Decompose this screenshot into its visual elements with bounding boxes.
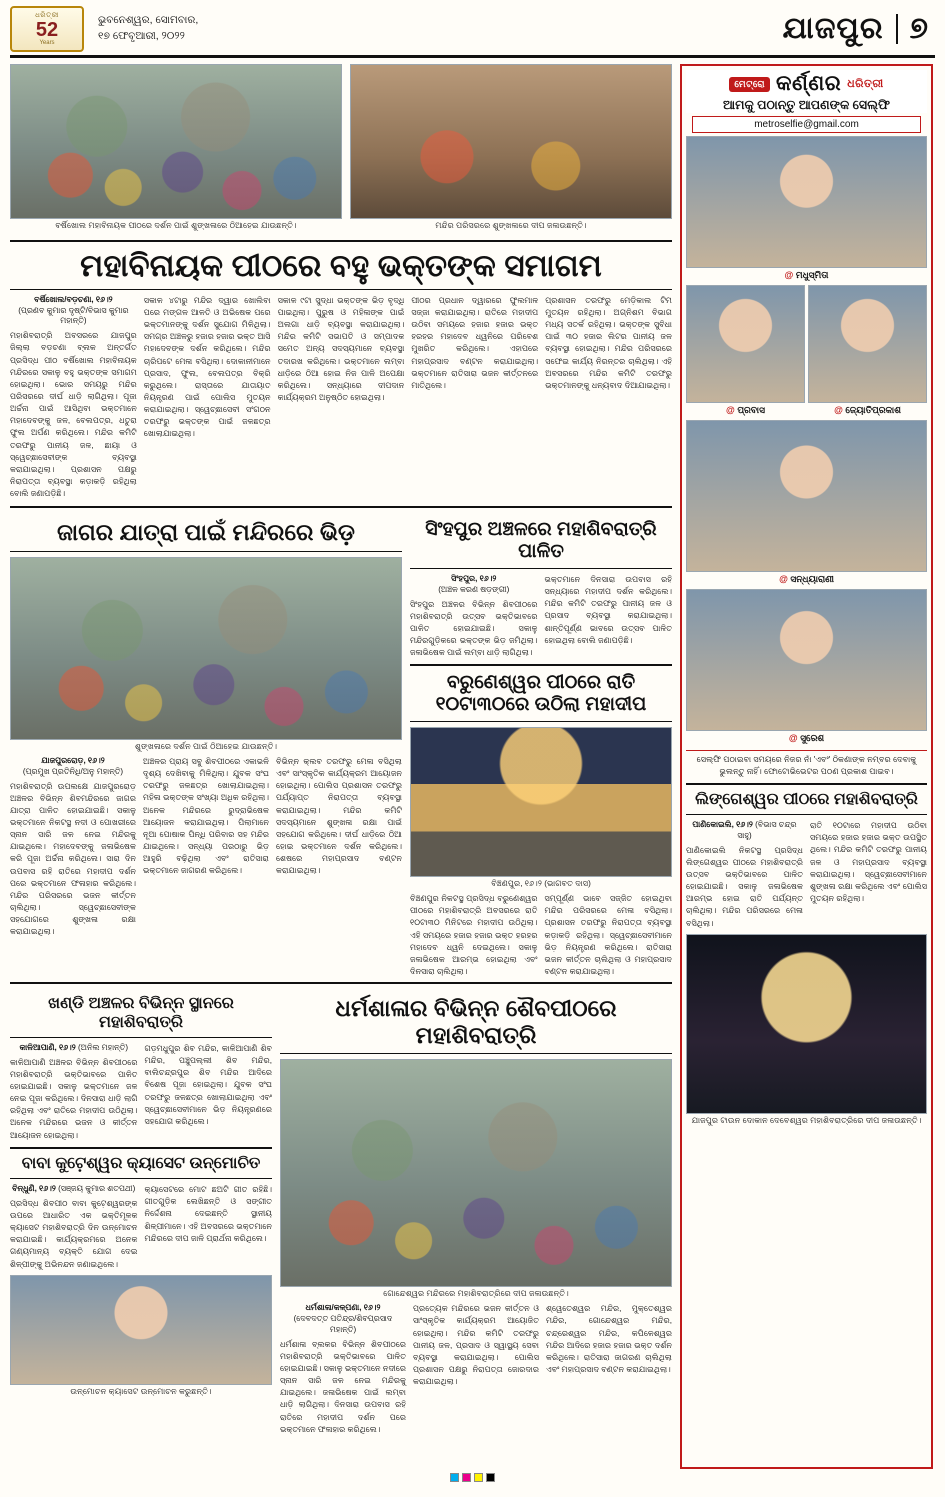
lead-body-3: ସକାଳ ୯ଟା ସୁଦ୍ଧା ଭକ୍ତଙ୍କ ଭିଡ଼ ବୃଦ୍ଧି ପାଇଥିଲା। ପୁରୁଷ ଓ ମହିଳାଙ୍କ ପାଇଁ ଅଲଗା ଧାଡ଼ି ବ୍ୟବସ୍ଥା କରାଯାଇଥିଲା। ମନ୍ଦିର କମିଟି ସଭାପତି ଓ ସମ୍ପାଦକ ସମେତ ଅନ୍ୟ ସଦସ୍ୟମାନେ ବ୍ୟବସ୍ଥା ତଦାରଖ କରିଥିଲେ। ଭକ୍ତମାନେ ଲମ୍ବା ଧାଡ଼ିରେ ଠିଆ ହୋଇ ନିଜ ପାଳି ଅପେକ୍ଷା କରିଥିଲେ। ସନ୍ଧ୍ୟାରେ ଦୀପଦାନ କାର୍ଯ୍ୟକ୍ରମ ଅନୁଷ୍ଠିତ ହୋଇଥିଲା। xyxy=(277,295,405,403)
baba-column-1 xyxy=(10,1184,138,1271)
jagar-byline xyxy=(10,756,136,778)
dharmasala-byline xyxy=(280,1303,406,1335)
barunesh-headline: ବରୁଣେଶ୍ୱର ପୀଠରେ ରାତି ୧୦ଟା୩୦ରେ ଉଠିଲା ମହାଦୀପ xyxy=(435,672,647,716)
ad-brand-suffix: ଧରିତ୍ରୀ xyxy=(847,77,884,90)
lead-byline xyxy=(10,295,137,327)
photo-barunesh-temple-caption: ବିଞ୍ଚଣପୁର, ୧୬।୨ (ଭାଗବତ ଦାସ) xyxy=(491,878,591,888)
logo-anniversary-number: 52 xyxy=(35,18,59,41)
dateline-line-1: ଭୁବନେଶ୍ୱର, ସୋମବାର, xyxy=(98,14,199,27)
selfie-sandhyarani-caption xyxy=(686,572,927,589)
main-content xyxy=(10,64,672,1469)
logo-years-label: Years xyxy=(39,39,55,46)
khandi-column-1 xyxy=(10,1043,138,1142)
jagar-body-2: ଅଞ୍ଚଳର ପ୍ରାୟ ସବୁ ଶିବପୀଠରେ ଏକାଭଳି ଦୃଶ୍ୟ ଦେଖିବାକୁ ମିଳିଥିଲା। ଯୁବକ ସଂଘ ତରଫରୁ ଜଳଛତ୍ର ଖୋଲାଯାଇଥିଲା। ମହିଳା ଭକ୍ତଙ୍କ ସଂଖ୍ୟା ଅଧିକ ରହିଥିଲା। ଅନେକ ମନ୍ଦିରରେ ରୁଦ୍ରାଭିଷେକ ଆୟୋଜନ କରାଯାଇଥିଲା। ପିଲାମାନେ ନୂଆ ପୋଷାକ ପିନ୍ଧି ପରିବାର ସହ ମନ୍ଦିର ଯାଇଥିଲେ। ସନ୍ଧ୍ୟା ପରଠାରୁ ଭିଡ଼ ଆହୁରି ବଢ଼ିଥିଲା ଏବଂ ରାତିସାରା ଭକ୍ତମାନେ ଜାଗରଣ କରିଥିଲେ। xyxy=(143,756,269,876)
selfie-prabas xyxy=(686,285,805,403)
ad-email[interactable]: metroselfie@gmail.com xyxy=(692,116,921,133)
selfie-sandhyarani-name: ସନ୍ଧ୍ୟାରାଣୀ xyxy=(790,574,834,584)
at-symbol-icon: @ xyxy=(784,270,794,280)
at-symbol-icon: @ xyxy=(788,733,798,743)
singhpur-column-2 xyxy=(545,574,673,659)
barunesh-columns xyxy=(410,893,672,978)
khandi-columns xyxy=(10,1043,272,1142)
selfie-group-top xyxy=(686,136,927,268)
lead-headline: ମହାବିନାୟକ ପୀଠରେ ବହୁ ଭକ୍ତଙ୍କ ସମାଗମ xyxy=(80,248,602,284)
registration-black xyxy=(486,1473,495,1482)
dharmasala-body-2: ପ୍ରତ୍ୟେକ ମନ୍ଦିରରେ ଭଜନ କୀର୍ତ୍ତନ ଓ ସାଂସ୍କୃତିକ କାର୍ଯ୍ୟକ୍ରମ ଆୟୋଜିତ ହୋଇଥିଲା। ମନ୍ଦିର କମିଟି ତରଫରୁ ପାନୀୟ ଜଳ, ପ୍ରସାଦ ଓ ସ୍ୱାସ୍ଥ୍ୟ ସେବା ବ୍ୟବସ୍ଥା କରାଯାଇଥିଲା। ପୋଲିସ ପ୍ରଶାସନ ପକ୍ଷରୁ ନିରାପତ୍ତା ଜୋରଦାର କରାଯାଇଥିଲା। xyxy=(413,1304,539,1387)
singhpur-byline-sub: (ଅଞ୍ଚଳ କରଣ ଷଡ଼ଙ୍ଗୀ) xyxy=(438,584,510,594)
lingeshwar-byline-sub: (ବିଭାସ ଚନ୍ଦ୍ର ସାହୁ) xyxy=(737,820,797,840)
khandi-body-2: ଗଡ଼ମଧୁପୁର ଶିବ ମନ୍ଦିର, କାଳିଆପାଣି ଶିବ ମନ୍ଦିର, ପଞ୍ଚୁପଲ୍ଲୀ ଶିବ ମନ୍ଦିର, ବାଲିଚନ୍ଦ୍ରପୁର ଶିବ ମନ୍ଦିର ଆଦିରେ ବିଶେଷ ପୂଜା ହୋଇଥିଲା। ଯୁବକ ସଂଘ ତରଫରୁ ଜଳଛତ୍ର ଖୋଲାଯାଇଥିଲା ଏବଂ ସ୍ୱେଚ୍ଛାସେବୀମାନେ ଭିଡ଼ ନିୟନ୍ତ୍ରଣରେ ସହଯୋଗ କରିଥିଲେ। xyxy=(144,1043,272,1126)
selfie-group-top-caption xyxy=(686,268,927,285)
dharmasala-headline: ଧର୍ମଶାଳାର ବିଭିନ୍ନ ଶୈବପୀଠରେ ମହାଶିବରାତ୍ରି xyxy=(335,995,617,1048)
lingeshwar-columns xyxy=(686,820,927,930)
dharmasala-body-1: ଧର୍ମଶାଳା ବ୍ଲକର ବିଭିନ୍ନ ଶିବପୀଠରେ ମହାଶିବରାତ୍ରି ଭକ୍ତିଭାବରେ ପାଳିତ ହୋଇଯାଇଛି। ସକାଳୁ ଭକ୍ତମାନେ ନଦୀରେ ସ୍ନାନ ସାରି ଜଳ ନେଇ ମନ୍ଦିରକୁ ଯାଇଥିଲେ। ଜଳାଭିଷେକ ପାଇଁ ଲମ୍ବା ଧାଡ଼ି ଲାଗିଥିଲା। ଦିନସାରା ଉପବାସ ରହି ରାତିରେ ମହାଦୀପ ଦର୍ଶନ ପରେ ଭକ୍ତମାନେ ଫଳାହାର କରିଥିଲେ। xyxy=(280,1339,406,1434)
lead-body-4: ପୀଠର ପ୍ରଧାନ ଦ୍ୱାରରେ ଫୁଲମାଳ ସଜ୍ଜା କରାଯାଇଥିଲା। ରାତିରେ ମହାଦୀପ ଉଠିବା ସମୟରେ ହଜାର ହଜାର ଭକ୍ତ ହରହର ମହାଦେବ ଧ୍ୱନିରେ ପରିବେଶ ମୁଖରିତ କରିଥିଲେ। ଏହାପରେ ମହାପ୍ରସାଦ ବଣ୍ଟନ କରାଯାଇଥିଲା। ଭକ୍ତମାନେ ରାତିସାରା ଭଜନ କୀର୍ତ୍ତନରେ ମାତିଥିଲେ। xyxy=(411,295,539,390)
photo-dharmasala-ghat-caption: ଗୋନ୍ଦେଶ୍ୱର ମନ୍ଦିରରେ ମହାଶିବରାତ୍ରିରେ ଦୀପ ଜଳାଉଛନ୍ତି। xyxy=(383,1289,569,1299)
jagar-headline: ଜାଗର ଯାତ୍ରା ପାଇଁ ମନ୍ଦିରରେ ଭିଡ଼ xyxy=(57,519,355,546)
khandi-body-1: କାଳିଆପାଣି ଅଞ୍ଚଳର ବିଭିନ୍ନ ଶିବପୀଠରେ ମହାଶିବରାତ୍ରି ଭକ୍ତିଭାବରେ ପାଳିତ ହୋଇଯାଇଛି। ସକାଳୁ ଭକ୍ତମାନେ ଜଳ ନେଇ ପୂଜା କରିଥିଲେ। ଦିନସାରା ଧାଡ଼ି ଲାଗି ରହିଥିଲା ଏବଂ ରାତିରେ ମହାଦୀପ ଉଠିଥିଲା। ଅନେକ ମନ୍ଦିରରେ ଭଜନ ଓ କୀର୍ତ୍ତନ ଆୟୋଜନ ହୋଇଥିଲା। xyxy=(10,1057,138,1140)
lead-byline-sub: (ପ୍ରଣବ କୁମାର ଦୃଷ୍ଟି/ବିଭାସ କୁମାର ମହାନ୍ତି) xyxy=(18,305,129,326)
baba-body-2: କ୍ୟାସେଟରେ ମୋଟ ଛଅଟି ଗୀତ ରହିଛି। ଗୀତଗୁଡ଼ିକ ଲେଖିଛନ୍ତି ଓ ସଙ୍ଗୀତ ନିର୍ଦ୍ଦେଶନା ଦେଇଛନ୍ତି ସ୍ଥାନୀୟ ଶିଳ୍ପୀମାନେ। ଏହି ଅବସରରେ ଭକ୍ତମାନେ ମନ୍ଦିରରେ ଦୀପ ଜାଳି ପ୍ରାର୍ଥନା କରିଥିଲେ। xyxy=(144,1185,272,1243)
top-photo-2-wrap xyxy=(350,64,672,235)
bottom-left-stack xyxy=(10,989,272,1436)
lead-column-2 xyxy=(144,295,271,500)
selfie-prabas-name: ପ୍ରବାସ xyxy=(737,405,765,415)
publication-logo xyxy=(10,6,84,52)
lingeshwar-byline-place: ପାଣିକୋଇଲି, ୧୬।୨ xyxy=(692,820,753,830)
baba-byline-sub: (ସଞ୍ଜୟ କୁମାର ଶତପଥୀ) xyxy=(58,1184,136,1194)
lead-column-1 xyxy=(10,295,137,500)
dharmasala-story xyxy=(280,989,672,1436)
dharmasala-column-3 xyxy=(546,1303,672,1436)
lead-body-1: ମହାଶିବରାତ୍ରି ଅବସରରେ ଯାଜପୁର ଜିଲ୍ଲା ବଡ଼ଚଣା ବ୍ଲକ ଅନ୍ତର୍ଗତ ପ୍ରସିଦ୍ଧ ପୀଠ ବର୍ଷିଖୋଲ ମହାବିନାୟକ ମନ୍ଦିରରେ ସକାଳୁ ବହୁ ଭକ୍ତଙ୍କ ସମାଗମ ହୋଇଥିଲା। ଭୋର ସମୟରୁ ମନ୍ଦିର ପରିସରରେ ଦୀର୍ଘ ଧାଡ଼ି ଲାଗିଥିଲା। ପୂଜା ଅର୍ଚ୍ଚନା ପାଇଁ ଆସିଥିବା ଭକ୍ତମାନେ ମହାଦେବଙ୍କୁ ଜଳ, ବେଲପତ୍ର, ଧତୁରା ଫୁଲ ଅର୍ପଣ କରିଥିଲେ। ମନ୍ଦିର କମିଟି ତରଫରୁ ପାନୀୟ ଜଳ, ଛାୟା ଓ ସ୍ୱେଚ୍ଛାସେବୀଙ୍କ ବ୍ୟବସ୍ଥା କରାଯାଇଥିଲା। ପ୍ରଶାସନ ପକ୍ଷରୁ ନିରାପତ୍ତା ବ୍ୟବସ୍ଥା କଡ଼ାକଡ଼ି ରହିଥିଲା ବୋଲି ଜଣାପଡ଼ିଛି। xyxy=(10,331,137,499)
dharmasala-byline-place: ଧର୍ମଶାଳା/କଳ୍ପଣା, ୧୬।୨ xyxy=(305,1303,381,1313)
singhpur-byline-place: ସିଂହପୁର, ୧୬।୨ xyxy=(451,573,497,583)
lead-body-2: ସକାଳ ୪ଟାରୁ ମନ୍ଦିର ଦ୍ୱାର ଖୋଲିବା ପରେ ମଙ୍ଗଳ ଆଳତି ଓ ଅଭିଷେକ ପରେ ଭକ୍ତମାନଙ୍କୁ ଦର୍ଶନ ସୁଯୋଗ ମିଳିଥିଲା। ସମଗ୍ର ଅଞ୍ଚଳରୁ ହଜାର ହଜାର ଭକ୍ତ ଆସି ମହାଦେବଙ୍କ ଦର୍ଶନ କରିଥିଲେ। ମନ୍ଦିର ଚାରିପଟେ ମେଳା ବସିଥିଲା। ଦୋକାନୀମାନେ ପ୍ରସାଦ, ଫୁଲ, ବେଲପତ୍ର ବିକ୍ରି କରୁଥିଲେ। ରାସ୍ତାରେ ଯାତାୟାତ ନିୟନ୍ତ୍ରଣ ପାଇଁ ପୋଲିସ ମୁତୟନ କରାଯାଇଥିଲା। ସ୍ୱେଚ୍ଛାସେବୀ ସଂଗଠନ ତରଫରୁ ଭକ୍ତଙ୍କ ପାଇଁ ଜଳଛତ୍ର ଖୋଲାଯାଇଥିଲା। xyxy=(143,295,271,439)
baba-body-1: ପ୍ରସିଦ୍ଧ ଶିବପୀଠ ବାବା କୁଟ଼େଶ୍ୱରଙ୍କ ଉପରେ ଆଧାରିତ ଏକ ଭକ୍ତିମୂଳକ କ୍ୟାସେଟ ମହାଶିବରାତ୍ରି ଦିନ ଉନ୍ମୋଚନ କରାଯାଇଛି। କାର୍ଯ୍ୟକ୍ରମରେ ଅନେକ ଗଣ୍ୟମାନ୍ୟ ବ୍ୟକ୍ତି ଯୋଗ ଦେଇ ଶିଳ୍ପୀଙ୍କୁ ଅଭିନନ୍ଦନ ଜଣାଇଥିଲେ। xyxy=(10,1198,138,1269)
barunesh-column-2 xyxy=(545,893,673,978)
section-name: ଯାଜପୁର xyxy=(782,11,884,45)
barunesh-body-1: ବିଞ୍ଚଣପୁର ନିକଟସ୍ଥ ପ୍ରସିଦ୍ଧ ବରୁଣେଶ୍ୱର ପୀଠରେ ମହାଶିବରାତ୍ରି ଅବସରରେ ରାତି ୧୦ଟା୩୦ ମିନିଟରେ ମହାଦୀପ ଉଠିଥିଲା। ଏହି ସମୟରେ ହଜାର ହଜାର ଭକ୍ତ ହରହର ମହାଦେବ ଧ୍ୱନି ଦେଇଥିଲେ। ସକାଳୁ ଜଳାଭିଷେକ ଆରମ୍ଭ ହୋଇଥିଲା ଏବଂ ଦିନସାରା ଚାଲିଥିଲା। xyxy=(410,894,538,977)
photo-mahabinayak-queue-caption: ବର୍ଷିଖୋଲ ମହାବିନାୟକ ପୀଠରେ ଦର୍ଶନ ପାଇଁ ଶୁଙ୍ଖଳାରେ ଠିଆହେଇ ଯାଉଛନ୍ତି। xyxy=(55,221,297,230)
photo-jagar-queue-caption: ଶୁଙ୍ଖଳାରେ ଦର୍ଶନ ପାଇଁ ଠିଆହେଇ ଯାଉଛନ୍ତି। xyxy=(134,741,278,751)
singhpur-headline: ସିଂହପୁର ଅଞ୍ଚଳରେ ମହାଶିବରାତ୍ରି ପାଳିତ xyxy=(425,519,657,563)
singhpur-byline xyxy=(410,574,538,596)
baba-column-2 xyxy=(145,1184,273,1271)
jagar-body-3: ବିଭିନ୍ନ କ୍ଲବ ତରଫରୁ ମେଳା ବସିଥିଲା ଏବଂ ସାଂସ୍କୃତିକ କାର୍ଯ୍ୟକ୍ରମ ଆୟୋଜନ ହୋଇଥିଲା। ପୋଲିସ ପ୍ରଶାସନ ତରଫରୁ ପର୍ଯ୍ୟାପ୍ତ ନିରାପତ୍ତା ବ୍ୟବସ୍ଥା କରାଯାଇଥିଲା। ମନ୍ଦିର କମିଟି ସଦସ୍ୟମାନେ ଶୁଙ୍ଖଳା ରକ୍ଷା ପାଇଁ ସହଯୋଗ କରିଥିଲେ। ଦୀର୍ଘ ଧାଡ଼ିରେ ଠିଆ ହୋଇ ଭକ୍ତମାନେ ଦର୍ଶନ କରିଥିଲେ। ଶେଷରେ ମହାପ୍ରସାଦ ବଣ୍ଟନ କରାଯାଇଥିଲା। xyxy=(276,756,402,876)
photo-dharmasala-ghat xyxy=(280,1059,672,1287)
lingeshwar-byline xyxy=(686,820,803,842)
barunesh-column-1 xyxy=(410,893,538,978)
photo-lingeshwar-night xyxy=(686,934,927,1114)
selfie-jyotiprakash-name: ଜ୍ୟୋତିପ୍ରକାଶ xyxy=(845,405,901,415)
jagar-column-1 xyxy=(10,756,136,938)
baba-headline: ବାବା କୁଟ଼େଶ୍ୱର କ୍ୟାସେଟ ଉନ୍ମୋଚିତ xyxy=(21,1154,261,1172)
color-registration-marks xyxy=(10,1473,935,1482)
dharmasala-byline-sub: (ଦେବଦତ୍ତ ପତିନ୍ଦ୍ର/ଶିବପ୍ରସାଦ ମହାନ୍ତି) xyxy=(293,1314,393,1334)
khandi-byline-sub: (ଅନିଲ ମହାନ୍ତି) xyxy=(78,1042,129,1052)
ad-note: ସେଲ୍‌ଫି ପଠାଇବା ସମୟରେ ନିଜର ନାଁ 'ଏବଂ' ଠିକଣାଙ୍କ ନମ୍ବର ଦେବାକୁ ଭୁଲନ୍ତୁ ନାହିଁ। ଫୋଟୋଭିଭେଟର ପଠଣ ପ୍ରକାଶ ପାଇବ। xyxy=(686,750,927,778)
registration-yellow xyxy=(474,1473,483,1482)
photo-jagar-queue xyxy=(10,557,402,740)
khandi-byline-place: କାଳିଆପାଣି, ୧୬।୨ xyxy=(19,1042,76,1052)
registration-cyan xyxy=(450,1473,459,1482)
top-photo-row xyxy=(10,64,672,235)
baba-byline-place: ବିନ୍ଧୁଣି, ୧୬।୨ xyxy=(12,1184,56,1194)
photo-barunesh-temple xyxy=(410,727,672,877)
photo-cassette-release-caption: ଉନ୍ମୋଚନ କ୍ୟାସେଟ ଉନ୍ମୋଚନ କରୁଛନ୍ତି। xyxy=(70,1386,212,1396)
khandi-headline: ଖଣ୍ଡି ଅଞ୍ଚଳର ବିଭିନ୍ନ ସ୍ଥାନରେ ମହାଶିବରାତ୍ରି xyxy=(48,995,234,1031)
dharmasala-columns xyxy=(280,1303,672,1436)
lead-body-5: ପ୍ରଶାସନ ତରଫରୁ ମେଡ଼ିକାଲ ଟିମ ମୁତୟନ ରହିଥିଲା। ଅଗ୍ନିଶମ ବିଭାଗ ମଧ୍ୟ ସତର୍କ ରହିଥିଲା। ଭକ୍ତଙ୍କ ସୁବିଧା ପାଇଁ ୩୦ ହଜାର ଲିଟର ପାନୀୟ ଜଳ ବ୍ୟବସ୍ଥା ହୋଇଥିଲା। ମନ୍ଦିର ପରିସରରେ ସଫେଇ କାର୍ଯ୍ୟ ନିରନ୍ତର ଚାଲିଥିଲା। ଏହି ଅବସରରେ ମନ୍ଦିର କମିଟି ତରଫରୁ ଭକ୍ତମାନଙ୍କୁ ଧନ୍ୟବାଦ ଦିଆଯାଇଥିଲା। xyxy=(545,295,672,390)
lead-column-5 xyxy=(545,295,672,500)
ad-tagline: ଆମକୁ ପଠାନ୍ତୁ ଆପଣଙ୍କ ସେଲ୍‌ଫି xyxy=(723,98,890,112)
masthead xyxy=(10,6,935,58)
singhpur-body-1: ସିଂହପୁର ଅଞ୍ଚଳର ବିଭିନ୍ନ ଶିବପୀଠରେ ମହାଶିବରାତ୍ରି ଉତ୍ସବ ଭକ୍ତିଭାବରେ ପାଳିତ ହୋଇଯାଇଛି। ସକାଳୁ ମନ୍ଦିରଗୁଡ଼ିକରେ ଭକ୍ତଙ୍କ ଭିଡ଼ ଜମିଥିଲା। ଜଳାଭିଷେକ ପାଇଁ ଲମ୍ବା ଧାଡ଼ି ଲାଗିଥିଲା। xyxy=(410,599,538,658)
page-number: ୭ xyxy=(909,11,929,45)
lingeshwar-column-1 xyxy=(686,820,803,930)
photo-mahabinayak-queue xyxy=(10,64,342,219)
bottom-band xyxy=(10,989,672,1436)
dharmasala-column-1 xyxy=(280,1303,406,1436)
lead-byline-place: ବର୍ଷିଖୋଲ/ବଡ଼ଚଣା, ୧୬।୨ xyxy=(34,294,113,304)
photo-cassette-release xyxy=(10,1275,272,1385)
top-photo-1-wrap xyxy=(10,64,342,235)
metro-corner-ad xyxy=(680,64,933,1469)
jagar-body-1: ମହାଶିବରାତ୍ରି ଉପଲକ୍ଷେ ଯାଜପୁରରୋଡ଼ ଅଞ୍ଚଳର ବିଭିନ୍ନ ଶିବମନ୍ଦିରରେ ଜାଗର ଯାତ୍ରା ପାଳିତ ହୋଇଯାଇଛି। ସକାଳୁ ଭକ୍ତମାନେ ନିକଟସ୍ଥ ନଦୀ ଓ ପୋଖରୀରେ ସ୍ନାନ ସାରି ଜଳ ନେଇ ମନ୍ଦିରକୁ ଯାଇଥିଲେ। ମହାଦେବଙ୍କୁ ଜଳାଭିଷେକ କରି ପୂଜା ଅର୍ଚ୍ଚନା କରିଥିଲେ। ସାରା ଦିନ ଉପବାସ ରହି ରାତିରେ ମହାଦୀପ ଦର୍ଶନ ପରେ ଭକ୍ତମାନେ ଫଳାହାର କରିଥିଲେ। ମନ୍ଦିର ପରିସରରେ ଭଜନ କୀର୍ତ୍ତନ ଚାଲିଥିଲା। ସ୍ୱେଚ୍ଛାସେବୀଙ୍କ ସହଯୋଗରେ ଶୁଙ୍ଖଳା ରକ୍ଷା କରାଯାଇଥିଲା। xyxy=(10,781,136,937)
selfie-pair-row xyxy=(686,285,927,420)
selfie-suresh-name: ସୁରେଶ xyxy=(800,733,825,743)
section-header xyxy=(783,12,935,46)
jagar-byline-sub: (ପ୍ରମୁଖ ପ୍ରତିନିଧି/ଅନୁ ମହାନ୍ତି) xyxy=(22,766,124,776)
dharmasala-body-3: ଶ୍ୱେତେଶ୍ୱର ମନ୍ଦିର, ମୁକ୍ତେଶ୍ୱର ମନ୍ଦିର, ଗୋନ୍ଦେଶ୍ୱର ମନ୍ଦିର, ଚନ୍ଦ୍ରେଶ୍ୱର ମନ୍ଦିର, କପିଳେଶ୍ୱର ମନ୍ଦିର ଆଦିରେ ହଜାର ହଜାର ଭକ୍ତ ଦର୍ଶନ କରିଥିଲେ। ରାତିସାରା ଜାଗରଣ ଚାଲିଥିଲା ଏବଂ ମହାପ୍ରସାଦ ବଣ୍ଟନ କରାଯାଇଥିଲା। xyxy=(546,1304,672,1374)
jagar-byline-place: ଯାଜପୁରରୋଡ଼, ୧୬।୨ xyxy=(41,755,105,765)
at-symbol-icon: @ xyxy=(779,574,788,584)
singhpur-body-2: ଭକ୍ତମାନେ ଦିନସାରା ଉପବାସ ରହି ସନ୍ଧ୍ୟାରେ ମହାଦୀପ ଦର୍ଶନ କରିଥିଲେ। ମନ୍ଦିର କମିଟି ତରଫରୁ ପାନୀୟ ଜଳ ଓ ପ୍ରସାଦ ବ୍ୟବସ୍ଥା କରାଯାଇଥିଲା। ଶାନ୍ତିପୂର୍ଣ୍ଣ ଭାବରେ ଉତ୍ସବ ପାଳିତ ହୋଇଥିଲା ବୋଲି ଜଣାପଡ଼ିଛି। xyxy=(544,574,672,645)
lead-column-4 xyxy=(411,295,538,500)
section-divider xyxy=(896,14,898,44)
lingeshwar-headline: ଲିଙ୍ଗେଶ୍ୱର ପୀଠରେ ମହାଶିବରାତ୍ରି xyxy=(695,790,918,808)
dateline xyxy=(98,13,198,43)
selfie-group-top-name: ମଧୁସ୍ମିତା xyxy=(795,270,829,280)
selfie-suresh-caption xyxy=(686,731,927,748)
lead-article-columns xyxy=(10,295,672,500)
registration-magenta xyxy=(462,1473,471,1482)
selfie-jyotiprakash-caption xyxy=(808,403,927,420)
middle-band xyxy=(10,513,672,978)
jagar-column-3 xyxy=(276,756,402,938)
photo-temple-interior-caption: ମନ୍ଦିର ପରିସରରେ ଶୁଙ୍ଖଳାରେ ଦୀପ ଜଳାଉଛନ୍ତି। xyxy=(435,221,587,230)
baba-byline xyxy=(10,1184,138,1195)
selfie-sandhyarani xyxy=(686,420,927,572)
ad-brand-main: କର୍ଣ୍ଣର xyxy=(776,72,842,95)
dharmasala-column-2 xyxy=(413,1303,539,1436)
selfie-jyotiprakash xyxy=(808,285,927,403)
photo-lingeshwar-night-caption: ଯାଜପୁର ଟାଉନ ଦୋକାନ ଦେବେଶ୍ୱର ମହାଶିବରାତ୍ରିରେ ଦୀପ ଜଳାଉଛନ୍ତି। xyxy=(691,1115,922,1125)
baba-columns xyxy=(10,1184,272,1271)
jagar-columns xyxy=(10,756,402,938)
logo-brand: ଧରିତ୍ରୀ xyxy=(35,11,59,19)
jagar-column-2 xyxy=(143,756,269,938)
selfie-prabas-caption xyxy=(686,403,805,420)
lingeshwar-body-2: ରାତି ୧୦ଟାରେ ମହାଦୀପ ଉଠିବା ସମୟରେ ହଜାର ହଜାର ଭକ୍ତ ଉପସ୍ଥିତ ଥିଲେ। ମନ୍ଦିର କମିଟି ତରଫରୁ ପାନୀୟ ଜଳ ଓ ମହାପ୍ରସାଦ ବ୍ୟବସ୍ଥା କରାଯାଇଥିଲା। ସ୍ୱେଚ୍ଛାସେବୀମାନେ ଶୁଙ୍ଖଳା ରକ୍ଷା କରିଥିଲେ ଏବଂ ପୋଲିସ ମୁତୟନ ରହିଥିଲା। xyxy=(810,821,927,904)
singhpur-column-1 xyxy=(410,574,538,659)
middle-right-stack xyxy=(410,513,672,978)
ad-brand-metro: ମେଟ୍ରୋ xyxy=(729,77,770,92)
lingeshwar-body-1: ପାଣିକୋଇଲି ନିକଟସ୍ଥ ପ୍ରସିଦ୍ଧ ଲିଙ୍ଗେଶ୍ୱର ପୀଠରେ ମହାଶିବରାତ୍ରି ଉତ୍ସବ ଭକ୍ତିଭାବରେ ପାଳିତ ହୋଇଯାଇଛି। ସକାଳୁ ଜଳାଭିଷେକ ଆରମ୍ଭ ହୋଇ ରାତି ପର୍ଯ୍ୟନ୍ତ ଚାଲିଥିଲା। ମନ୍ଦିର ପରିସରରେ ମେଳା ବସିଥିଲା। xyxy=(686,845,803,928)
khandi-byline xyxy=(10,1043,138,1054)
selfie-suresh xyxy=(686,589,927,731)
singhpur-columns xyxy=(410,574,672,659)
lead-column-3 xyxy=(278,295,405,500)
dateline-line-2: ୧୭ ଫେବୃଆରୀ, ୨୦୨୨ xyxy=(98,29,185,42)
jagar-story xyxy=(10,513,402,978)
at-symbol-icon: @ xyxy=(726,405,735,415)
khandi-column-2 xyxy=(145,1043,273,1142)
ad-header xyxy=(686,70,927,113)
barunesh-body-2: ସମ୍ପୂର୍ଣ୍ଣ ଭାବେ ସଜ୍ଜିତ ହୋଇଥିବା ମନ୍ଦିର ପରିସରରେ ମେଳା ବସିଥିଲା। ପ୍ରଶାସନ ତରଫରୁ ନିରାପତ୍ତା ବ୍ୟବସ୍ଥା କଡ଼ାକଡ଼ି ରହିଥିଲା। ସ୍ୱେଚ୍ଛାସେବୀମାନେ ଭିଡ଼ ନିୟନ୍ତ୍ରଣ କରିଥିଲେ। ରାତିସାରା ଭଜନ କୀର୍ତ୍ତନ ଚାଲିଥିଲା ଓ ମହାପ୍ରସାଦ ବଣ୍ଟନ କରାଯାଇଥିଲା। xyxy=(544,894,672,977)
ad-brand-row xyxy=(686,72,927,96)
at-symbol-icon: @ xyxy=(834,405,843,415)
lingeshwar-column-2 xyxy=(810,820,927,930)
photo-temple-interior xyxy=(350,64,672,219)
